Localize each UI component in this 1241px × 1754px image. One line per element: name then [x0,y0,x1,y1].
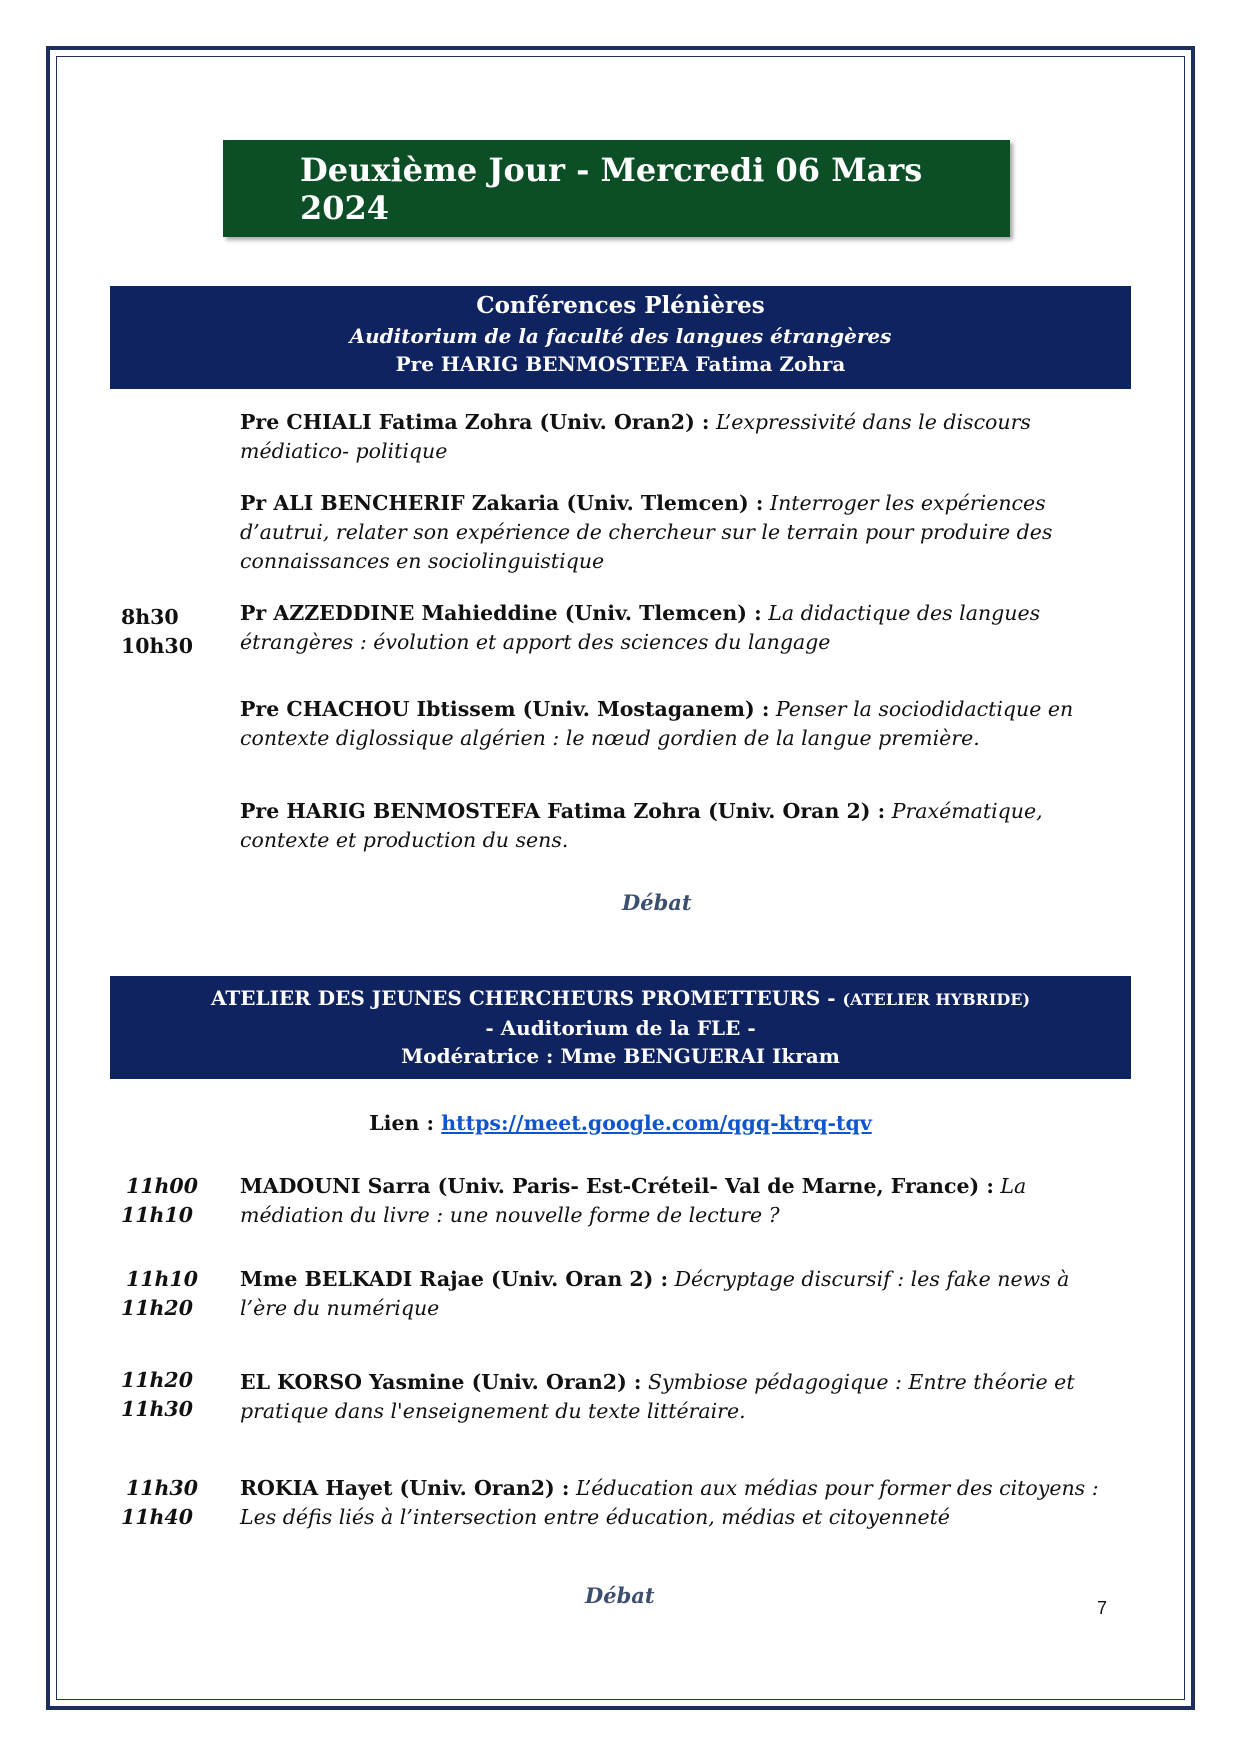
talk-title: La médiation du livre : une nouvelle forme de lecture ? [240,1174,1027,1227]
talk-title: Praxématique, contexte et production du sens. [240,799,1043,852]
talk-title: Décryptage discursif : les fake news à l’ère du numérique [240,1267,1070,1320]
talk-title: L’éducation aux médias pour former des citoyens : Les défis liés à l’intersection entre éducation, médias et citoyenneté [240,1476,1099,1529]
talk-entry [240,599,1120,657]
session2-venue: - Auditorium de la FLE - [485,1016,756,1040]
talk-speaker: Pr ALI BENCHERIF Zakaria (Univ. Tlemcen) : [240,491,764,515]
session1-time-start: 8h30 [121,605,179,629]
talk-entry [240,1474,1120,1532]
talk-speaker: MADOUNI Sarra (Univ. Paris- Est-Créteil- Val de Marne, France) : [240,1174,994,1198]
day-title: Deuxième Jour - Mercredi 06 Mars 2024 [223,140,1010,237]
talk-title: Penser la sociodidactique en contexte diglossique algérien : le nœud gordien de la langue première. [240,697,1074,750]
session1-debate: Débat [622,890,692,915]
session2-banner [110,976,1131,1079]
meeting-link[interactable]: https://meet.google.com/qgq-ktrq-tqv [441,1111,872,1135]
session1-venue: Auditorium de la faculté des langues étrangères [349,324,892,348]
talk-title: Interroger les expériences d’autrui, relater son expérience de chercheur sur le terrain pour produire des connaissances en sociolinguistique [240,491,1053,573]
session2-moderator: Modératrice : Mme BENGUERAI Ikram [401,1044,840,1068]
talk-entry [240,797,1120,855]
talk-time-end: 11h30 [121,1397,193,1421]
session2-debate: Débat [585,1583,655,1608]
meeting-link-line [0,1111,1241,1135]
session1-banner [110,286,1131,389]
talk-time-end: 11h20 [121,1296,193,1320]
talk-time-start: 11h10 [126,1267,198,1291]
session1-title: Conférences Plénières [476,292,765,319]
talk-entry [240,408,1120,466]
talk-speaker: Pre CHACHOU Ibtissem (Univ. Mostaganem) : [240,697,770,721]
meeting-link-label: Lien : [369,1111,435,1135]
talk-speaker: Pr AZZEDDINE Mahieddine (Univ. Tlemcen) : [240,601,762,625]
talk-title: L’expressivité dans le discours médiatico- politique [240,410,1031,463]
talk-entry [240,489,1120,576]
talk-title: Symbiose pédagogique : Entre théorie et pratique dans l'enseignement du texte littéraire. [240,1370,1075,1423]
talk-entry [240,695,1120,753]
talk-speaker: ROKIA Hayet (Univ. Oran2) : [240,1476,570,1500]
talk-speaker: EL KORSO Yasmine (Univ. Oran2) : [240,1370,642,1394]
session1-chair: Pre HARIG BENMOSTEFA Fatima Zohra [395,352,846,376]
page-number: 7 [1097,1598,1108,1618]
talk-time-start: 11h20 [121,1368,193,1392]
talk-time-end: 11h40 [121,1505,193,1529]
talk-speaker: Pre HARIG BENMOSTEFA Fatima Zohra (Univ. Oran 2) : [240,799,886,823]
talk-entry [240,1172,1120,1230]
session1-time-end: 10h30 [121,634,193,658]
session2-title-note: (ATELIER HYBRIDE) [842,990,1031,1009]
talk-speaker: Pre CHIALI Fatima Zohra (Univ. Oran2) : [240,410,710,434]
session2-title: ATELIER DES JEUNES CHERCHEURS PROMETTEURS - [210,986,836,1010]
talk-entry [240,1265,1120,1323]
talk-time-start: 11h00 [126,1174,198,1198]
talk-time-start: 11h30 [126,1476,198,1500]
talk-title: La didactique des langues étrangères : évolution et apport des sciences du langage [240,601,1041,654]
talk-time-end: 11h10 [121,1203,193,1227]
talk-entry [240,1368,1120,1426]
talk-speaker: Mme BELKADI Rajae (Univ. Oran 2) : [240,1267,669,1291]
